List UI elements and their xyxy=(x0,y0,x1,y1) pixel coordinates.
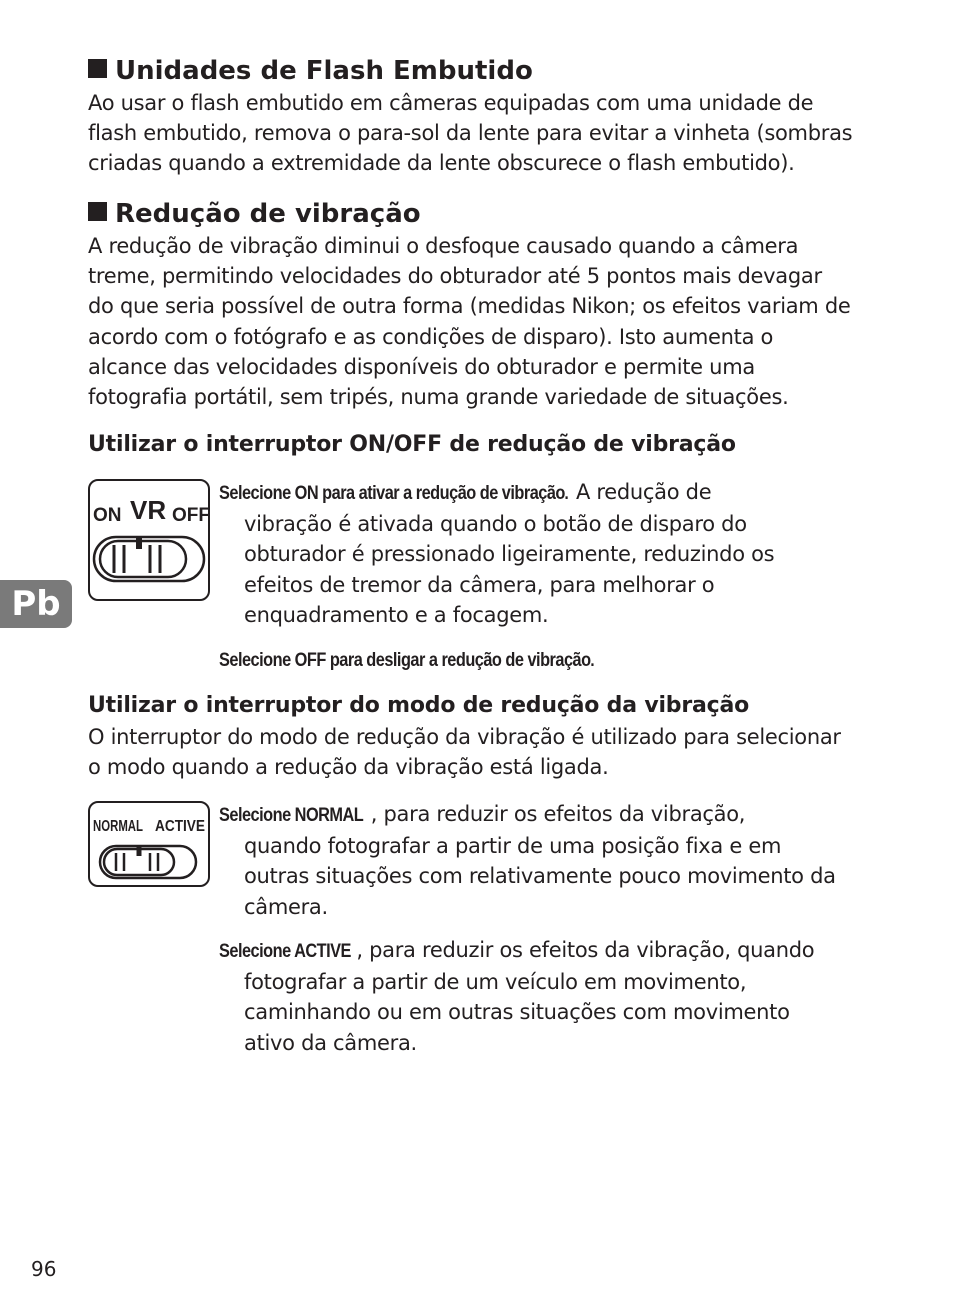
section-vr xyxy=(88,199,868,412)
subheading-onoff xyxy=(88,431,868,459)
section-body-flash: Ao usar o flash embutido em câmeras equipadas com uma unidade de flash embutido, remova o para-sol da lente para evitar a vinheta (sombras criadas quando a extremidade da lente obscurece o flash embutido). xyxy=(88,91,853,176)
bullet-square-icon xyxy=(88,202,107,221)
switch-label-on: ON xyxy=(93,505,122,526)
subheading-onoff-title: Utilizar o interruptor ON/OFF de redução de vibração xyxy=(88,432,736,457)
mode-item-normal: Selecione NORMAL , para reduzir os efeitos da vibração, quando fotografar a partir de uma posição fixa e em outras situações com relativamente pouco movimento da câmera. xyxy=(219,802,836,919)
onoff-item-off: Selecione OFF para desligar a redução de vibração. xyxy=(219,644,859,676)
item-lead-active: Selecione ACTIVE xyxy=(219,941,351,962)
subheading-mode xyxy=(88,692,868,782)
switch-label-vr: VR xyxy=(130,495,167,525)
bullet-square-icon xyxy=(88,59,107,78)
section-flash xyxy=(88,56,868,179)
vr-mode-switch-icon xyxy=(88,801,210,887)
switch-label-normal: NORMAL xyxy=(93,818,144,835)
onoff-item-on: Selecione ON para ativar a redução de vibração. A redução de vibração é ativada quando o botão de disparo do obturador é pressionado ligeiramente, reduzindo os efeitos de tremor da câmera, para melhorar o enquadramento e a focagem. xyxy=(219,480,775,627)
item-lead-normal: Selecione NORMAL xyxy=(219,805,364,826)
switch-label-active: ACTIVE xyxy=(155,818,206,835)
switch-label-off: OFF xyxy=(172,505,210,526)
subheading-mode-title: Utilizar o interruptor do modo de redução da vibração xyxy=(88,693,750,718)
section-body-vr: A redução de vibração diminui o desfoque causado quando a câmera treme, permitindo velocidades do obturador até 5 pontos mais devagar do que seria possível de outra forma (medidas Nikon; os efeitos variam de acordo com o fotógrafo e as condições de disparo). Isto aumenta o alcance das velocidades disponíveis do obturador e permite uma fotografia portátil, sem tripés, numa grande variedade de situações. xyxy=(88,234,851,410)
section-title-flash: Unidades de Flash Embutido xyxy=(88,56,868,86)
page-number: 96 xyxy=(31,1257,57,1281)
item-lead-off: Selecione OFF para desligar a redução de vibração xyxy=(219,650,591,671)
subheading-mode-body: O interruptor do modo de redução da vibração é utilizado para selecionar o modo quando a redução da vibração está ligada. xyxy=(88,725,841,780)
item-lead-on: Selecione ON para ativar a redução de vibração xyxy=(219,483,565,504)
section-title-vr: Redução de vibração xyxy=(88,199,868,229)
mode-item-active: Selecione ACTIVE , para reduzir os efeitos da vibração, quando fotografar a partir de um veículo em movimento, caminhando ou em outras situações com movimento ativo da câmera. xyxy=(219,938,815,1055)
language-side-tab: Pb xyxy=(0,580,72,628)
vr-on-off-switch-icon xyxy=(88,479,210,601)
